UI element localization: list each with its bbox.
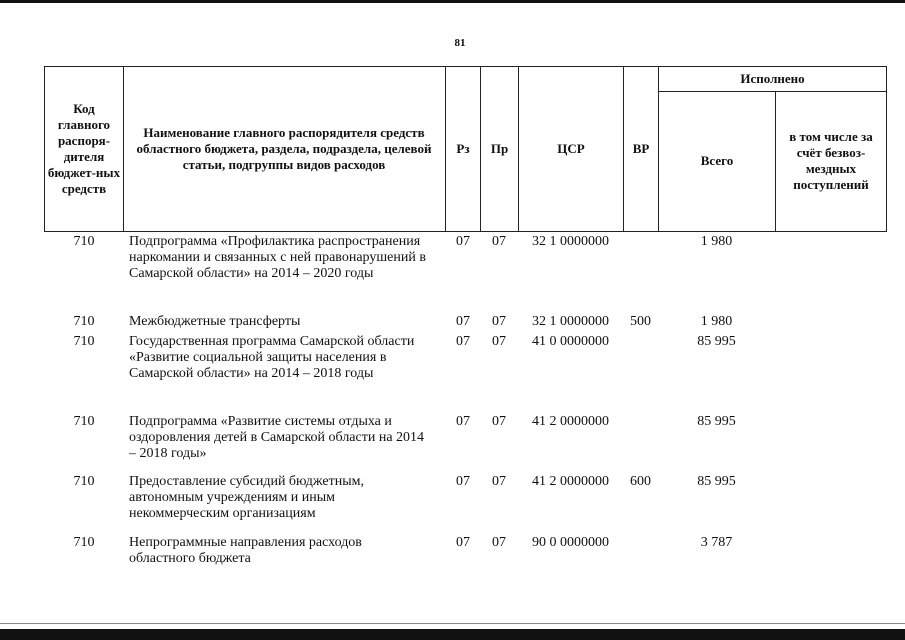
cell-name: Непрограммные направления расходов областного бюджета <box>129 535 362 566</box>
col-divider <box>775 91 776 232</box>
cell-rz: 07 <box>456 234 470 249</box>
page-number: 81 <box>454 37 466 49</box>
cell-pr: 07 <box>492 535 506 550</box>
cell-name: Подпрограмма «Развитие системы отдыха и оздоровления детей в Самарской области на 2014 – 2018 годы» <box>129 414 425 461</box>
cell-code: 710 <box>73 414 95 429</box>
cell-name: Предоставление субсидий бюджетным, автономным учреждениям и иным некоммерческим организациям <box>129 474 365 521</box>
cell-rz: 07 <box>456 314 470 329</box>
cell-rz: 07 <box>456 414 470 429</box>
cell-vr: 500 <box>630 314 651 329</box>
header-incl-gratuitous: в том числе за счёт безвоз-мездных поступлений <box>789 129 873 192</box>
header-executed: Исполнено <box>740 71 805 86</box>
header-bottom-line <box>44 231 886 232</box>
cell-name: Государственная программа Самарской области «Развитие социальной защиты населения в Самарской области» на 2014 – 2018 годы <box>129 334 415 381</box>
header-name: Наименование главного распорядителя средств областного бюджета, раздела, подраздела, целевой статьи, подгруппы видов расходов <box>136 125 432 172</box>
cell-code: 710 <box>73 314 95 329</box>
header-vr: ВР <box>632 141 650 156</box>
cell-total: 85 995 <box>697 334 736 349</box>
cell-pr: 07 <box>492 414 506 429</box>
cell-total: 3 787 <box>700 535 733 550</box>
scan-edge-line <box>0 623 905 624</box>
cell-csr: 41 0 0000000 <box>532 334 609 349</box>
cell-total: 85 995 <box>697 474 736 489</box>
cell-vr: 600 <box>630 474 651 489</box>
cell-total: 85 995 <box>697 414 736 429</box>
cell-code: 710 <box>73 474 95 489</box>
cell-rz: 07 <box>456 474 470 489</box>
cell-pr: 07 <box>492 474 506 489</box>
cell-total: 1 980 <box>700 314 733 329</box>
header-top-line <box>44 66 886 67</box>
cell-csr: 32 1 0000000 <box>532 314 609 329</box>
cell-pr: 07 <box>492 314 506 329</box>
header-pr: Пр <box>490 141 509 156</box>
header-csr: ЦСР <box>557 141 585 156</box>
cell-pr: 07 <box>492 334 506 349</box>
cell-rz: 07 <box>456 535 470 550</box>
cell-pr: 07 <box>492 234 506 249</box>
cell-csr: 90 0 0000000 <box>532 535 609 550</box>
col-divider <box>44 66 45 232</box>
header-code: Код главного распоря-дителя бюджет-ных средств <box>47 101 121 196</box>
bottom-border <box>0 629 905 640</box>
cell-name: Межбюджетные трансферты <box>129 314 301 329</box>
cell-code: 710 <box>73 234 95 249</box>
cell-rz: 07 <box>456 334 470 349</box>
top-border <box>0 0 905 3</box>
col-divider <box>123 66 124 232</box>
col-divider <box>886 66 887 232</box>
header-rz: Рз <box>456 141 470 156</box>
cell-csr: 41 2 0000000 <box>532 474 609 489</box>
cell-csr: 41 2 0000000 <box>532 414 609 429</box>
cell-code: 710 <box>73 535 95 550</box>
cell-name: Подпрограмма «Профилактика распространения наркомании и связанных с ней правонарушений в Самарской области» на 2014 – 2020 годы <box>129 234 426 281</box>
cell-total: 1 980 <box>700 234 733 249</box>
cell-csr: 32 1 0000000 <box>532 234 609 249</box>
header-total: Всего <box>700 153 734 168</box>
cell-code: 710 <box>73 334 95 349</box>
